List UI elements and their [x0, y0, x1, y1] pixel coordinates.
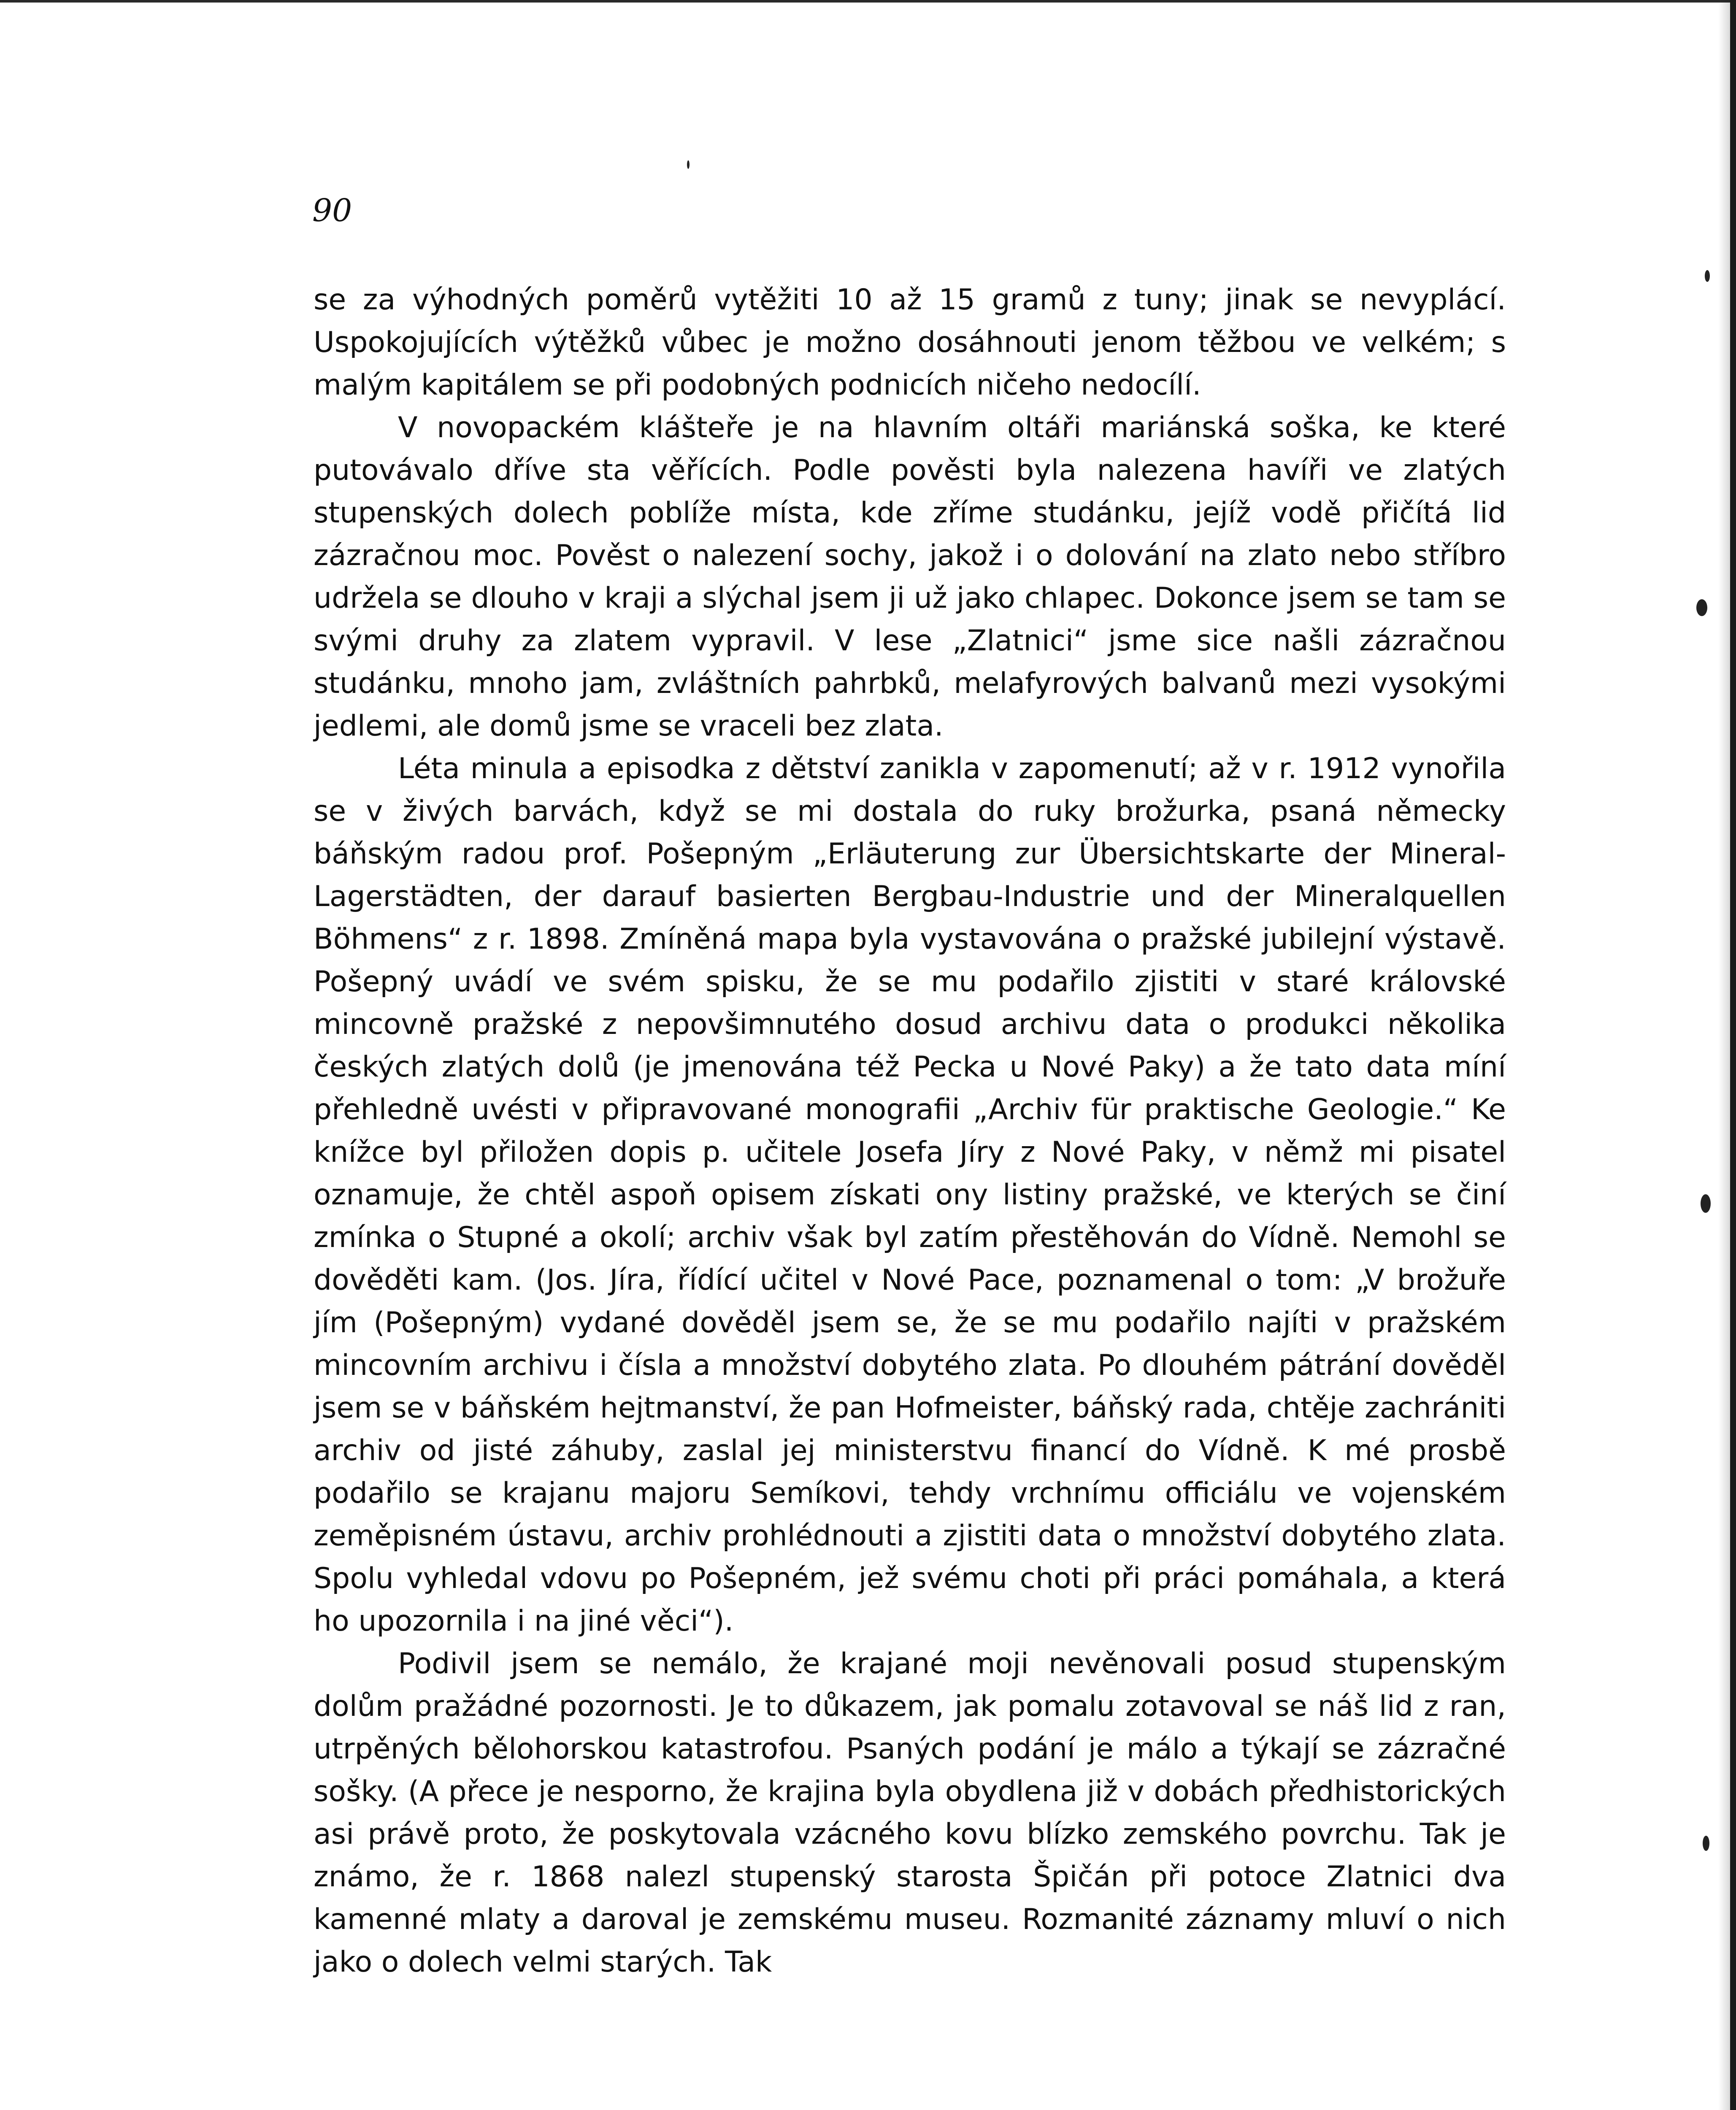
right-scan-shadow	[1718, 0, 1730, 2110]
right-scan-edge	[1730, 0, 1736, 2110]
top-scan-edge	[0, 0, 1736, 3]
scan-speck	[1696, 599, 1707, 616]
scan-speck	[1705, 270, 1710, 282]
scan-speck	[1701, 1194, 1711, 1213]
paragraph-1: se za výhodných poměrů vytěžiti 10 až 15 gramů z tuny; jinak se nevyplácí. Uspokojujících výtěžků vůbec je možno dosáhnouti jenom těžbou ve velkém; s malým kapitálem se při podobných podnicích ničeho nedocílí.	[314, 283, 1506, 402]
page-number: 90	[312, 192, 352, 229]
paragraph-4: Podivil jsem se nemálo, že krajané moji nevěnovali posud stupenským dolům pražádné pozornosti. Je to důkazem, jak pomalu zotavoval se náš lid z ran, utrpěných bělohorskou katastrofou. Psaných podání je málo a týkají se zázračné sošky. (A přece je nesporno, že krajina byla obydlena již v dobách předhistorických asi právě proto, že poskytovala vzácného kovu blízko zemského povrchu. Tak je známo, že r. 1868 nalezl stupenský starosta Špičán při potoce Zlatnici dva kamenné mlaty a daroval je zemskému museu. Rozmanité záznamy mluví o nich jako o dolech velmi starých. Tak	[314, 1647, 1506, 1979]
paragraph-2: V novopackém klášteře je na hlavním oltáři mariánská soška, ke které putovávalo dříve sta věřících. Podle pověsti byla nalezena havíři ve zlatých stupenských dolech poblíže místa, kde zříme studánku, jejíž vodě přičítá lid zázračnou moc. Pověst o nalezení sochy, jakož i o dolování na zlato nebo stříbro udržela se dlouho v kraji a slýchal jsem ji už jako chlapec. Dokonce jsem se tam se svými druhy za zlatem vypravil. V lese „Zlatnici“ jsme sice našli zázračnou studánku, mnoho jam, zvláštních pahrbků, melafyrových balvanů mezi vysokými jedlemi, ale domů jsme se vraceli bez zlata.	[314, 411, 1506, 743]
scan-speck	[1703, 1836, 1709, 1851]
body-text	[314, 279, 1506, 1983]
scan-speck	[687, 160, 690, 169]
paragraph-3: Léta minula a episodka z dětství zanikla v zapomenutí; až v r. 1912 vynořila se v živých barvách, když se mi dostala do ruky brožurka, psaná německy báňským radou prof. Pošepným „Erläuterung zur Übersichtskarte der Mineral-Lagerstädten, der darauf basierten Bergbau-Industrie und der Mineralquellen Böhmens“ z r. 1898. Zmíněná mapa byla vystavována o pražské jubilejní výstavě. Pošepný uvádí ve svém spisku, že se mu podařilo zjistiti v staré královské mincovně pražské z nepovšimnutého dosud archivu data o produkci několika českých zlatých dolů (je jmenována též Pecka u Nové Paky) a že tato data míní přehledně uvésti v připravované monografii „Archiv für praktische Geologie.“ Ke knížce byl přiložen dopis p. učitele Josefa Jíry z Nové Paky, v němž mi pisatel oznamuje, že chtěl aspoň opisem získati ony listiny pražské, ve kterých se činí zmínka o Stupné a okolí; archiv však byl zatím přestěhován do Vídně. Nemohl se dověděti kam. (Jos. Jíra, řídící učitel v Nové Pace, poznamenal o tom: „V brožuře jím (Pošepným) vydané dověděl jsem se, že se mu podařilo najíti v pražském mincovním archivu i čísla a množství dobytého zlata. Po dlouhém pátrání dověděl jsem se v báňském hejtmanství, že pan Hofmeister, báňský rada, chtěje zachrániti archiv od jisté záhuby, zaslal jej ministerstvu financí do Vídně. K mé prosbě podařilo se krajanu majoru Semíkovi, tehdy vrchnímu officiálu ve vojenském zeměpisném ústavu, archiv prohlédnouti a zjistiti data o množství dobytého zlata. Spolu vyhledal vdovu po Pošepném, jež svému choti při práci pomáhala, a která ho upozornila i na jiné věci“).	[314, 752, 1506, 1638]
